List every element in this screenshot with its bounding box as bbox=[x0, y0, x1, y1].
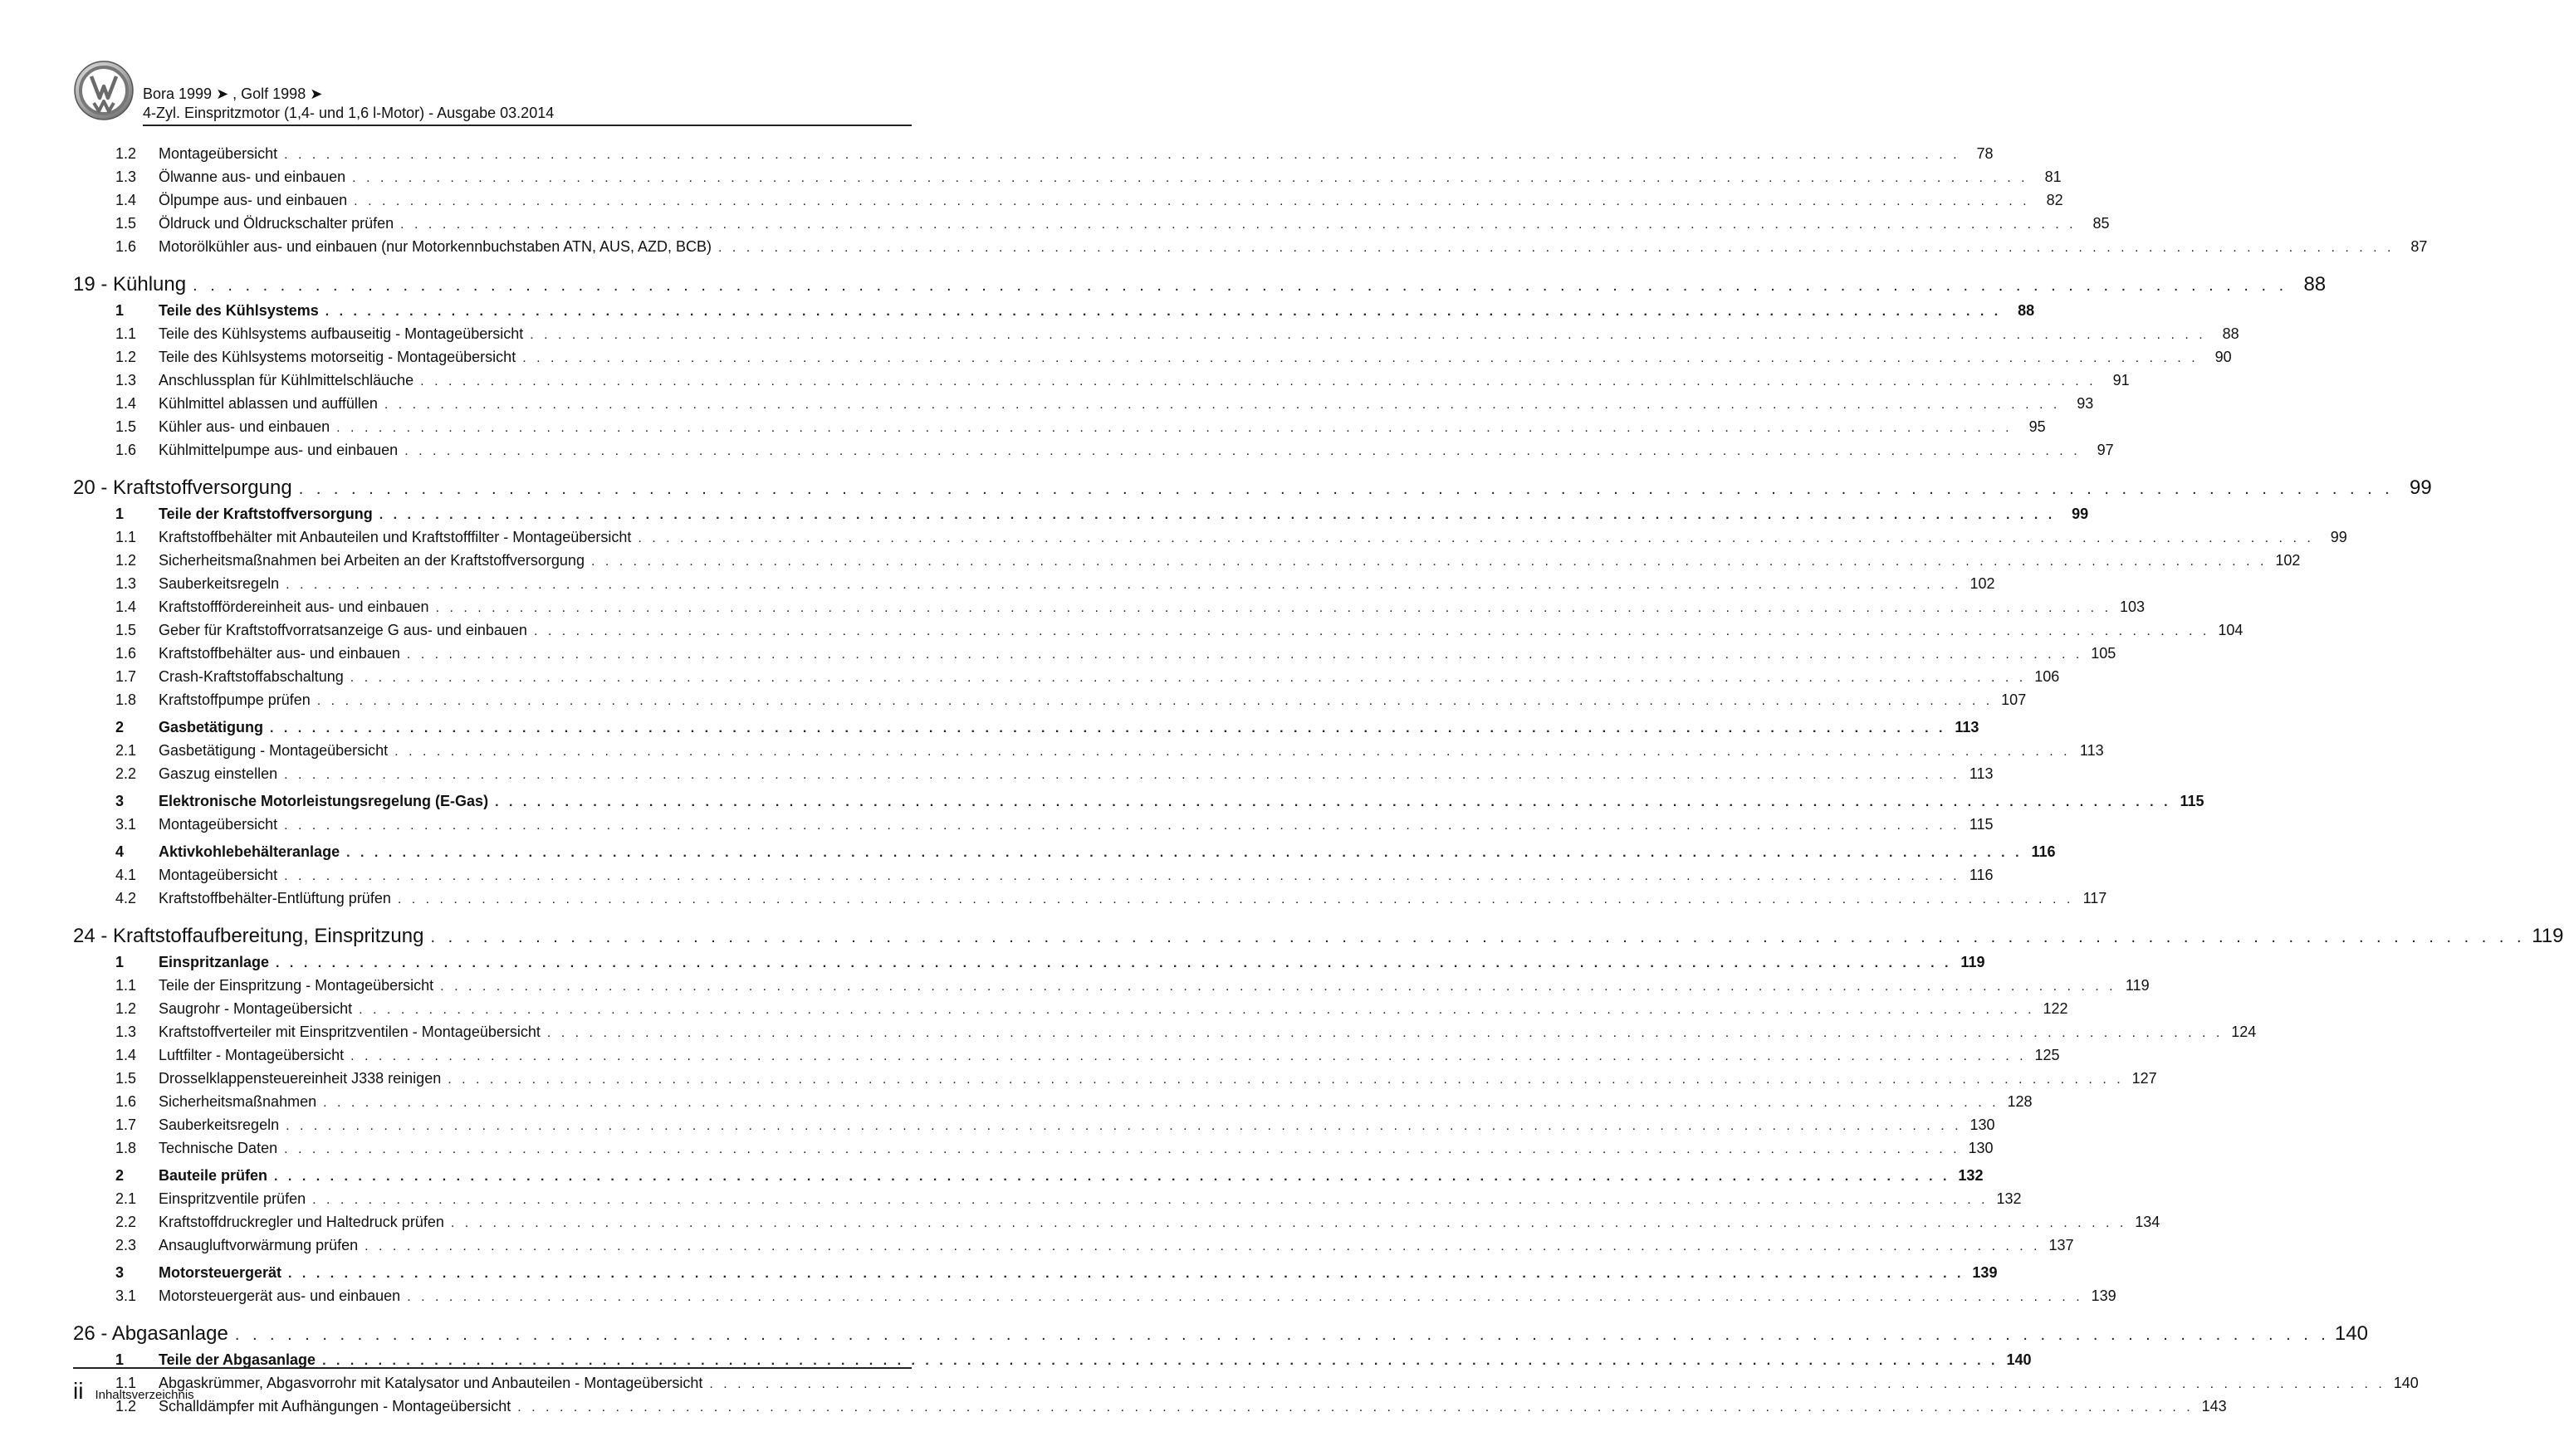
dot-leader: . . . . . . . . . . . . . . . . . . . . . . . . . . . . . . . . . . . . . . . . . . . . . . . . . . . . . . . . . . . . . . . . . . . . . . . . . . . . . . . . . . . . . . . . . . . . . . . . . . . . . . . . . . . . . . . . . . . . . . . . bbox=[284, 768, 1960, 782]
toc-entry-title: Sicherheitsmaßnahmen bei Arbeiten an der Kraftstoffversorgung bbox=[159, 552, 585, 569]
toc-entry-page: 81 bbox=[2044, 169, 2062, 185]
toc-entry-title: Montageübersicht bbox=[159, 816, 278, 833]
toc-entry-page: 104 bbox=[2218, 622, 2244, 638]
footer-divider bbox=[73, 1367, 912, 1369]
toc-entry-title: Saugrohr - Montageübersicht bbox=[159, 1000, 353, 1017]
toc-entry-title: Montageübersicht bbox=[159, 867, 278, 883]
toc-entry-number: 1.6 bbox=[115, 442, 137, 458]
dot-leader: . . . . . . . . . . . . . . . . . . . . . . . . . . . . . . . . . . . . . . . . . . . . . . . . . . . . . . . . . . . . . . . . . . . . . . . . . . . . . . . . . . . . . . . . . . . . . . . . . . . . . . . . . . . . . . . . . . . . . . . . bbox=[718, 241, 2395, 255]
toc-entry-page: 113 bbox=[2079, 742, 2104, 759]
toc-item[interactable] bbox=[73, 393, 2094, 416]
toc-item[interactable] bbox=[73, 236, 2428, 259]
toc-entry-number: 2.2 bbox=[115, 1214, 137, 1230]
toc-entry-page: 140 bbox=[2334, 1322, 2368, 1345]
toc-item[interactable] bbox=[73, 369, 2130, 393]
toc-entry-page: 128 bbox=[2007, 1093, 2033, 1110]
toc-section[interactable] bbox=[73, 790, 2204, 814]
toc-entry-title: Drosselklappensteuereinheit J338 reinigen bbox=[159, 1070, 442, 1087]
toc-item[interactable] bbox=[73, 166, 2062, 189]
dot-leader: . . . . . . . . . . . . . . . . . . . . . . . . . . . . . . . . . . . . . . . . . . . . . . . . . . . . . . . . . . . . . . . . . . . . . . . . . . . . . . . . . . . . . . . . . . . . . . . . . . . . . . . . . . . . . . . . . . . . . . . . bbox=[354, 194, 2030, 208]
dot-leader: . . . . . . . . . . . . . . . . . . . . . . . . . . . . . . . . . . . . . . . . . . . . . . . . . . . . . . . . . . . . . . . . . . . . . . . . . . . . . . . . . . . . . . . . . . . . . . . . . . . . . . . . . . . . . . . . . . . . . . . . bbox=[495, 795, 2171, 809]
toc-item[interactable] bbox=[73, 1188, 2022, 1211]
toc-entry-number: 2.3 bbox=[115, 1237, 137, 1253]
dot-leader: . . . . . . . . . . . . . . . . . . . . . . . . . . . . . . . . . . . . . . . . . . . . . . . . . . . . . . . . . . . . . . . . . . . . . . . . . . . . . . . . . . . . . . . . . . . . . . . . . . . . . . . . . . . . . . . . . . . . . . . . bbox=[435, 601, 2112, 615]
toc-entry-number: 4.2 bbox=[115, 890, 137, 906]
toc-entry-title: Abgaskrümmer, Abgasvorrohr mit Katalysator und Anbauteilen - Montageübersicht bbox=[159, 1375, 703, 1391]
toc-item[interactable] bbox=[73, 596, 2146, 619]
toc-entry-title: Crash-Kraftstoffabschaltung bbox=[159, 668, 344, 685]
toc-entry-page: 137 bbox=[2048, 1237, 2074, 1253]
dot-leader: . . . . . . . . . . . . . . . . . . . . . . . . . . . . . . . . . . . . . . . . . . . . . . . . . . . . . . . . . . . . . . . . . . . . . . . . . . . . . . . . . . . . . . . . . . . . . . . . . . . . . . . . . . . . . . . . . . . . . . . . bbox=[274, 1170, 1950, 1184]
toc-entry-title: Gaszug einstellen bbox=[159, 765, 278, 782]
toc-entry-number: 1.1 bbox=[115, 529, 137, 545]
toc-section[interactable] bbox=[73, 841, 2056, 864]
table-of-contents bbox=[73, 143, 2564, 1419]
toc-item[interactable] bbox=[73, 666, 2060, 689]
toc-entry-page: 97 bbox=[2097, 442, 2114, 458]
toc-entry-number: 1.1 bbox=[115, 325, 137, 342]
toc-item[interactable] bbox=[73, 1234, 2074, 1258]
toc-entry-title: Motorsteuergerät aus- und einbauen bbox=[159, 1287, 401, 1304]
toc-entry-page: 116 bbox=[1969, 867, 1994, 883]
toc-entry-title: Sauberkeitsregeln bbox=[159, 575, 280, 592]
toc-entry-page: 124 bbox=[2231, 1024, 2257, 1040]
dot-leader: . . . . . . . . . . . . . . . . . . . . . . . . . . . . . . . . . . . . . . . . . . . . . . . . . . . . . . . . . . . . . . . . . . . . . . . . . . . . . . . . . . . . . . . . . . . . . . . . . . . . . . . . . . . . . . . . . . . . . . . . bbox=[430, 928, 2526, 946]
toc-entry-page: 122 bbox=[2043, 1000, 2068, 1017]
toc-item[interactable] bbox=[73, 814, 1994, 837]
toc-entry-title: Elektronische Motorleistungsregelung (E-Gas) bbox=[159, 793, 489, 809]
toc-entry-title: 20 - Kraftstoffversorgung bbox=[73, 476, 292, 499]
dot-leader: . . . . . . . . . . . . . . . . . . . . . . . . . . . . . . . . . . . . . . . . . . . . . . . . . . . . . . . . . . . . . . . . . . . . . . . . . . . . . . . . . . . . . . . . . . . . . . . . . . . . . . . . . . . . . . . . . . . . . . . . bbox=[284, 1142, 1960, 1156]
toc-entry-number: 1.7 bbox=[115, 668, 137, 685]
page-number: ii bbox=[73, 1378, 84, 1404]
toc-entry-title: Technische Daten bbox=[159, 1140, 278, 1156]
toc-entry-title: Kühlmittel ablassen und auffüllen bbox=[159, 395, 378, 412]
toc-item[interactable] bbox=[73, 1395, 2227, 1419]
toc-entry-title: Kraftstoffpumpe prüfen bbox=[159, 691, 311, 708]
toc-entry-title: Einspritzanlage bbox=[159, 954, 270, 970]
toc-entry-title: Aktivkohlebehälteranlage bbox=[159, 843, 340, 860]
toc-entry-page: 99 bbox=[2410, 476, 2432, 499]
toc-entry-page: 130 bbox=[1968, 1140, 1994, 1156]
toc-entry-page: 95 bbox=[2028, 418, 2046, 435]
toc-entry-number: 4 bbox=[115, 843, 125, 860]
toc-entry-number: 1 bbox=[115, 954, 125, 970]
toc-entry-title: Kraftstofffördereinheit aus- und einbauen bbox=[159, 599, 429, 615]
toc-entry-page: 130 bbox=[1969, 1116, 1995, 1133]
toc-entry-page: 115 bbox=[1969, 816, 1994, 833]
dot-leader: . . . . . . . . . . . . . . . . . . . . . . . . . . . . . . . . . . . . . . . . . . . . . . . . . . . . . . . . . . . . . . . . . . . . . . . . . . . . . . . . . . . . . . . . . . . . . . . . . . . . . . . . . . . . . . . . . . . . . . . . bbox=[397, 892, 2074, 906]
toc-item[interactable] bbox=[73, 1137, 1994, 1160]
dot-leader: . . . . . . . . . . . . . . . . . . . . . . . . . . . . . . . . . . . . . . . . . . . . . . . . . . . . . . . . . . . . . . . . . . . . . . . . . . . . . . . . . . . . . . . . . . . . . . . . . . . . . . . . . . . . . . . . . . . . . . . . bbox=[404, 444, 2081, 458]
toc-entry-title: Teile der Abgasanlage bbox=[159, 1351, 316, 1368]
toc-entry-page: 93 bbox=[2077, 395, 2094, 412]
toc-item[interactable] bbox=[73, 864, 1994, 887]
toc-item[interactable] bbox=[73, 346, 2232, 369]
page-header bbox=[73, 56, 912, 125]
toc-entry-number: 3.1 bbox=[115, 816, 137, 833]
dot-leader: . . . . . . . . . . . . . . . . . . . . . . . . . . . . . . . . . . . . . . . . . . . . . . . . . . . . . . . . . . . . . . . . . . . . . . . . . . . . . . . . . . . . . . . . . . . . . . . . . . . . . . . . . . . . . . . . . . . . . . . . bbox=[709, 1377, 2385, 1391]
toc-item[interactable] bbox=[73, 763, 1994, 786]
toc-entry-page: 134 bbox=[2135, 1214, 2160, 1230]
toc-entry-number: 1.2 bbox=[115, 349, 137, 365]
toc-entry-title: Ölwanne aus- und einbauen bbox=[159, 169, 346, 185]
toc-entry-number: 1.4 bbox=[115, 395, 137, 412]
toc-item[interactable] bbox=[73, 998, 2068, 1021]
toc-entry-page: 106 bbox=[2034, 668, 2060, 685]
toc-entry-page: 119 bbox=[2125, 977, 2150, 994]
toc-item[interactable] bbox=[73, 1091, 2033, 1114]
toc-entry-number: 1.2 bbox=[115, 552, 137, 569]
dot-leader: . . . . . . . . . . . . . . . . . . . . . . . . . . . . . . . . . . . . . . . . . . . . . . . . . . . . . . . . . . . . . . . . . . . . . . . . . . . . . . . . . . . . . . . . . . . . . . . . . . . . . . . . . . . . . . . . . . . . . . . . bbox=[286, 1119, 1962, 1133]
toc-item[interactable] bbox=[73, 1068, 2157, 1091]
toc-item[interactable] bbox=[73, 642, 2116, 666]
toc-entry-number: 1 bbox=[115, 1351, 125, 1368]
toc-entry-page: 99 bbox=[2330, 529, 2347, 545]
toc-entry-page: 115 bbox=[2180, 793, 2204, 809]
toc-entry-page: 117 bbox=[2082, 890, 2107, 906]
toc-item[interactable] bbox=[73, 213, 2110, 236]
toc-entry-number: 1.4 bbox=[115, 192, 137, 208]
toc-entry-page: 139 bbox=[1972, 1264, 1998, 1281]
dot-leader: . . . . . . . . . . . . . . . . . . . . . . . . . . . . . . . . . . . . . . . . . . . . . . . . . . . . . . . . . . . . . . . . . . . . . . . . . . . . . . . . . . . . . . . . . . . . . . . . . . . . . . . . . . . . . . . . . . . . . . . . bbox=[270, 721, 1946, 735]
toc-entry-title: Kraftstoffbehälter-Entlüftung prüfen bbox=[159, 890, 391, 906]
toc-entry-number: 1.6 bbox=[115, 645, 137, 662]
toc-chapter[interactable] bbox=[73, 924, 2564, 950]
toc-entry-number: 1 bbox=[115, 506, 125, 522]
toc-entry-title: Geber für Kraftstoffvorratsanzeige G aus- und einbauen bbox=[159, 622, 527, 638]
toc-entry-title: 19 - Kühlung bbox=[73, 273, 187, 296]
toc-item[interactable] bbox=[73, 1285, 2116, 1308]
toc-entry-title: Kraftstoffdruckregler und Haltedruck prüfen bbox=[159, 1214, 444, 1230]
dot-leader: . . . . . . . . . . . . . . . . . . . . . . . . . . . . . . . . . . . . . . . . . . . . . . . . . . . . . . . . . . . . . . . . . . . . . . . . . . . . . . . . . . . . . . . . . . . . . . . . . . . . . . . . . . . . . . . . . . . . . . . . bbox=[286, 578, 1962, 592]
toc-item[interactable] bbox=[73, 323, 2239, 346]
dot-leader: . . . . . . . . . . . . . . . . . . . . . . . . . . . . . . . . . . . . . . . . . . . . . . . . . . . . . . . . . . . . . . . . . . . . . . . . . . . . . . . . . . . . . . . . . . . . . . . . . . . . . . . . . . . . . . . . . . . . . . . . bbox=[288, 1267, 1965, 1281]
dot-leader: . . . . . . . . . . . . . . . . . . . . . . . . . . . . . . . . . . . . . . . . . . . . . . . . . . . . . . . . . . . . . . . . . . . . . . . . . . . . . . . . . . . . . . . . . . . . . . . . . . . . . . . . . . . . . . . . . . . . . . . . bbox=[234, 1326, 2330, 1344]
toc-entry-number: 1.3 bbox=[115, 372, 137, 388]
dot-leader: . . . . . . . . . . . . . . . . . . . . . . . . . . . . . . . . . . . . . . . . . . . . . . . . . . . . . . . . . . . . . . . . . . . . . . . . . . . . . . . . . . . . . . . . . . . . . . . . . . . . . . . . . . . . . . . . . . . . . . . . bbox=[284, 869, 1960, 883]
toc-entry-page: 119 bbox=[2532, 925, 2564, 947]
toc-entry-number: 3 bbox=[115, 1264, 125, 1281]
toc-entry-title: Teile der Einspritzung - Montageübersicht bbox=[159, 977, 434, 994]
dot-leader: . . . . . . . . . . . . . . . . . . . . . . . . . . . . . . . . . . . . . . . . . . . . . . . . . . . . . . . . . . . . . . . . . . . . . . . . . . . . . . . . . . . . . . . . . . . . . . . . . . . . . . . . . . . . . . . . . . . . . . . . bbox=[312, 1193, 1989, 1207]
document-subtitle: 4-Zyl. Einspritzmotor (1,4- und 1,6 l-Motor) - Ausgabe 03.2014 bbox=[143, 105, 555, 121]
toc-entry-title: Luftfilter - Montageübersicht bbox=[159, 1047, 345, 1063]
toc-item[interactable] bbox=[73, 689, 2027, 712]
dot-leader: . . . . . . . . . . . . . . . . . . . . . . . . . . . . . . . . . . . . . . . . . . . . . . . . . . . . . . . . . . . . . . . . . . . . . . . . . . . . . . . . . . . . . . . . . . . . . . . . . . . . . . . . . . . . . . . . . . . . . . . . bbox=[406, 647, 2083, 662]
toc-entry-page: 87 bbox=[2410, 238, 2428, 255]
toc-entry-page: 113 bbox=[1969, 765, 1994, 782]
toc-entry-title: Sauberkeitsregeln bbox=[159, 1116, 280, 1133]
toc-entry-number: 1.3 bbox=[115, 169, 137, 185]
toc-entry-number: 1.2 bbox=[115, 145, 137, 162]
toc-entry-page: 143 bbox=[2201, 1398, 2227, 1414]
toc-entry-number: 3 bbox=[115, 793, 125, 809]
dot-leader: . . . . . . . . . . . . . . . . . . . . . . . . . . . . . . . . . . . . . . . . . . . . . . . . . . . . . . . . . . . . . . . . . . . . . . . . . . . . . . . . . . . . . . . . . . . . . . . . . . . . . . . . . . . . . . . . . . . . . . . . bbox=[323, 1096, 1999, 1110]
toc-entry-title: 24 - Kraftstoffaufbereitung, Einspritzung bbox=[73, 925, 424, 947]
toc-entry-title: Kühler aus- und einbauen bbox=[159, 418, 330, 435]
toc-entry-number: 1.5 bbox=[115, 622, 137, 638]
toc-entry-number: 1.4 bbox=[115, 599, 137, 615]
toc-entry-page: 88 bbox=[2222, 325, 2239, 342]
toc-entry-title: Motorsteuergerät bbox=[159, 1264, 282, 1281]
toc-entry-number: 1.5 bbox=[115, 215, 137, 232]
dot-leader: . . . . . . . . . . . . . . . . . . . . . . . . . . . . . . . . . . . . . . . . . . . . . . . . . . . . . . . . . . . . . . . . . . . . . . . . . . . . . . . . . . . . . . . . . . . . . . . . . . . . . . . . . . . . . . . . . . . . . . . . bbox=[440, 980, 2116, 994]
dot-leader: . . . . . . . . . . . . . . . . . . . . . . . . . . . . . . . . . . . . . . . . . . . . . . . . . . . . . . . . . . . . . . . . . . . . . . . . . . . . . . . . . . . . . . . . . . . . . . . . . . . . . . . . . . . . . . . . . . . . . . . . bbox=[346, 846, 2023, 860]
toc-item[interactable] bbox=[73, 550, 2301, 573]
toc-entry-number: 1.2 bbox=[115, 1398, 137, 1414]
toc-entry-page: 116 bbox=[2031, 843, 2056, 860]
toc-item[interactable] bbox=[73, 619, 2244, 642]
toc-item[interactable] bbox=[73, 975, 2150, 998]
page-footer bbox=[73, 1378, 194, 1405]
header-divider bbox=[143, 125, 912, 126]
dot-leader: . . . . . . . . . . . . . . . . . . . . . . . . . . . . . . . . . . . . . . . . . . . . . . . . . . . . . . . . . . . . . . . . . . . . . . . . . . . . . . . . . . . . . . . . . . . . . . . . . . . . . . . . . . . . . . . . . . . . . . . . bbox=[352, 171, 2028, 185]
toc-entry-number: 2.1 bbox=[115, 1190, 137, 1207]
toc-entry-title: Teile der Kraftstoffversorgung bbox=[159, 506, 373, 522]
dot-leader: . . . . . . . . . . . . . . . . . . . . . . . . . . . . . . . . . . . . . . . . . . . . . . . . . . . . . . . . . . . . . . . . . . . . . . . . . . . . . . . . . . . . . . . . . . . . . . . . . . . . . . . . . . . . . . . . . . . . . . . . bbox=[533, 624, 2210, 638]
dot-leader: . . . . . . . . . . . . . . . . . . . . . . . . . . . . . . . . . . . . . . . . . . . . . . . . . . . . . . . . . . . . . . . . . . . . . . . . . . . . . . . . . . . . . . . . . . . . . . . . . . . . . . . . . . . . . . . . . . . . . . . . bbox=[350, 1049, 2027, 1063]
toc-section[interactable] bbox=[73, 1262, 1998, 1285]
toc-chapter[interactable] bbox=[73, 1322, 2368, 1347]
toc-entry-title: Öldruck und Öldruckschalter prüfen bbox=[159, 215, 394, 232]
toc-item[interactable] bbox=[73, 189, 2063, 213]
toc-entry-number: 1.7 bbox=[115, 1116, 137, 1133]
toc-entry-title: Einspritzventile prüfen bbox=[159, 1190, 306, 1207]
toc-entry-number: 1.1 bbox=[115, 1375, 137, 1391]
toc-entry-number: 1.6 bbox=[115, 1093, 137, 1110]
dot-leader: . . . . . . . . . . . . . . . . . . . . . . . . . . . . . . . . . . . . . . . . . . . . . . . . . . . . . . . . . . . . . . . . . . . . . . . . . . . . . . . . . . . . . . . . . . . . . . . . . . . . . . . . . . . . . . . . . . . . . . . . bbox=[522, 351, 2199, 365]
toc-item[interactable] bbox=[73, 439, 2114, 462]
dot-leader: . . . . . . . . . . . . . . . . . . . . . . . . . . . . . . . . . . . . . . . . . . . . . . . . . . . . . . . . . . . . . . . . . . . . . . . . . . . . . . . . . . . . . . . . . . . . . . . . . . . . . . . . . . . . . . . . . . . . . . . . bbox=[394, 745, 2071, 759]
toc-entry-page: 88 bbox=[2303, 273, 2327, 296]
vw-logo-icon bbox=[73, 60, 135, 121]
toc-section[interactable] bbox=[73, 716, 1979, 740]
toc-item[interactable] bbox=[73, 887, 2107, 911]
toc-entry-page: 132 bbox=[1958, 1167, 1984, 1184]
toc-entry-number: 2 bbox=[115, 1167, 125, 1184]
toc-entry-number: 1.1 bbox=[115, 977, 137, 994]
toc-entry-page: 99 bbox=[2072, 506, 2089, 522]
toc-entry-number: 1.4 bbox=[115, 1047, 137, 1063]
toc-item[interactable] bbox=[73, 573, 1995, 596]
dot-leader: . . . . . . . . . . . . . . . . . . . . . . . . . . . . . . . . . . . . . . . . . . . . . . . . . . . . . . . . . . . . . . . . . . . . . . . . . . . . . . . . . . . . . . . . . . . . . . . . . . . . . . . . . . . . . . . . . . . . . . . . bbox=[365, 1239, 2041, 1253]
toc-entry-title: Kraftstoffverteiler mit Einspritzventilen - Montageübersicht bbox=[159, 1024, 541, 1040]
dot-leader: . . . . . . . . . . . . . . . . . . . . . . . . . . . . . . . . . . . . . . . . . . . . . . . . . . . . . . . . . . . . . . . . . . . . . . . . . . . . . . . . . . . . . . . . . . . . . . . . . . . . . . . . . . . . . . . . . . . . . . . . bbox=[450, 1216, 2127, 1230]
toc-entry-title: Ansaugluftvorwärmung prüfen bbox=[159, 1237, 359, 1253]
toc-item[interactable] bbox=[73, 1372, 2419, 1395]
toc-entry-number: 2.2 bbox=[115, 765, 137, 782]
toc-entry-title: Sicherheitsmaßnahmen bbox=[159, 1093, 317, 1110]
toc-entry-title: Kühlmittelpumpe aus- und einbauen bbox=[159, 442, 399, 458]
toc-entry-title: Anschlussplan für Kühlmittelschläuche bbox=[159, 372, 414, 388]
toc-entry-number: 1.8 bbox=[115, 1140, 137, 1156]
dot-leader: . . . . . . . . . . . . . . . . . . . . . . . . . . . . . . . . . . . . . . . . . . . . . . . . . . . . . . . . . . . . . . . . . . . . . . . . . . . . . . . . . . . . . . . . . . . . . . . . . . . . . . . . . . . . . . . . . . . . . . . . bbox=[276, 956, 1952, 970]
toc-entry-page: 140 bbox=[2393, 1375, 2419, 1391]
toc-item[interactable] bbox=[73, 416, 2046, 439]
toc-chapter[interactable] bbox=[73, 272, 2327, 298]
dot-leader: . . . . . . . . . . . . . . . . . . . . . . . . . . . . . . . . . . . . . . . . . . . . . . . . . . . . . . . . . . . . . . . . . . . . . . . . . . . . . . . . . . . . . . . . . . . . . . . . . . . . . . . . . . . . . . . . . . . . . . . . bbox=[546, 1026, 2224, 1040]
toc-entry-page: 91 bbox=[2112, 372, 2130, 388]
toc-entry-page: 88 bbox=[2018, 302, 2035, 319]
toc-entry-title: Teile des Kühlsystems motorseitig - Montageübersicht bbox=[159, 349, 516, 365]
dot-leader: . . . . . . . . . . . . . . . . . . . . . . . . . . . . . . . . . . . . . . . . . . . . . . . . . . . . . . . . . . . . . . . . . . . . . . . . . . . . . . . . . . . . . . . . . . . . . . . . . . . . . . . . . . . . . . . . . . . . . . . . bbox=[336, 421, 2013, 435]
dot-leader: . . . . . . . . . . . . . . . . . . . . . . . . . . . . . . . . . . . . . . . . . . . . . . . . . . . . . . . . . . . . . . . . . . . . . . . . . . . . . . . . . . . . . . . . . . . . . . . . . . . . . . . . . . . . . . . . . . . . . . . . bbox=[590, 555, 2268, 569]
toc-entry-title: Gasbetätigung bbox=[159, 719, 264, 735]
toc-entry-page: 113 bbox=[1955, 719, 1979, 735]
toc-entry-page: 82 bbox=[2046, 192, 2063, 208]
dot-leader: . . . . . . . . . . . . . . . . . . . . . . . . . . . . . . . . . . . . . . . . . . . . . . . . . . . . . . . . . . . . . . . . . . . . . . . . . . . . . . . . . . . . . . . . . . . . . . . . . . . . . . . . . . . . . . . . . . . . . . . . bbox=[448, 1072, 2124, 1087]
document-title: Bora 1999 ➤ , Golf 1998 ➤ bbox=[143, 86, 323, 102]
toc-entry-page: 78 bbox=[1976, 145, 1994, 162]
toc-item[interactable] bbox=[73, 143, 1994, 166]
toc-entry-title: 26 - Abgasanlage bbox=[73, 1322, 228, 1345]
dot-leader: . . . . . . . . . . . . . . . . . . . . . . . . . . . . . . . . . . . . . . . . . . . . . . . . . . . . . . . . . . . . . . . . . . . . . . . . . . . . . . . . . . . . . . . . . . . . . . . . . . . . . . . . . . . . . . . . . . . . . . . . bbox=[384, 398, 2061, 412]
toc-entry-title: Bauteile prüfen bbox=[159, 1167, 268, 1184]
toc-item[interactable] bbox=[73, 1211, 2160, 1234]
toc-entry-page: 107 bbox=[2001, 691, 2027, 708]
toc-item[interactable] bbox=[73, 526, 2347, 550]
dot-leader: . . . . . . . . . . . . . . . . . . . . . . . . . . . . . . . . . . . . . . . . . . . . . . . . . . . . . . . . . . . . . . . . . . . . . . . . . . . . . . . . . . . . . . . . . . . . . . . . . . . . . . . . . . . . . . . . . . . . . . . . bbox=[407, 1290, 2083, 1304]
toc-entry-title: Kraftstoffbehälter mit Anbauteilen und Kraftstofffilter - Montageübersicht bbox=[159, 529, 632, 545]
toc-entry-page: 119 bbox=[1960, 954, 1985, 970]
toc-entry-title: Schalldämpfer mit Aufhängungen - Montageübersicht bbox=[159, 1398, 511, 1414]
dot-leader: . . . . . . . . . . . . . . . . . . . . . . . . . . . . . . . . . . . . . . . . . . . . . . . . . . . . . . . . . . . . . . . . . . . . . . . . . . . . . . . . . . . . . . . . . . . . . . . . . . . . . . . . . . . . . . . . . . . . . . . . bbox=[530, 328, 2206, 342]
toc-entry-page: 127 bbox=[2131, 1070, 2157, 1087]
toc-chapter[interactable] bbox=[73, 476, 2432, 501]
dot-leader: . . . . . . . . . . . . . . . . . . . . . . . . . . . . . . . . . . . . . . . . . . . . . . . . . . . . . . . . . . . . . . . . . . . . . . . . . . . . . . . . . . . . . . . . . . . . . . . . . . . . . . . . . . . . . . . . . . . . . . . . bbox=[420, 374, 2097, 388]
toc-section[interactable] bbox=[73, 951, 1985, 975]
toc-entry-title: Gasbetätigung - Montageübersicht bbox=[159, 742, 389, 759]
toc-entry-page: 102 bbox=[1969, 575, 1995, 592]
toc-item[interactable] bbox=[73, 1021, 2257, 1044]
toc-entry-page: 90 bbox=[2214, 349, 2232, 365]
toc-entry-number: 4.1 bbox=[115, 867, 137, 883]
toc-entry-page: 103 bbox=[2119, 599, 2146, 615]
dot-leader: . . . . . . . . . . . . . . . . . . . . . . . . . . . . . . . . . . . . . . . . . . . . . . . . . . . . . . . . . . . . . . . . . . . . . . . . . . . . . . . . . . . . . . . . . . . . . . . . . . . . . . . . . . . . . . . . . . . . . . . . bbox=[359, 1003, 2035, 1017]
dot-leader: . . . . . . . . . . . . . . . . . . . . . . . . . . . . . . . . . . . . . . . . . . . . . . . . . . . . . . . . . . . . . . . . . . . . . . . . . . . . . . . . . . . . . . . . . . . . . . . . . . . . . . . . . . . . . . . . . . . . . . . . bbox=[193, 276, 2288, 295]
toc-item[interactable] bbox=[73, 1044, 2060, 1068]
toc-entry-page: 85 bbox=[2092, 215, 2110, 232]
dot-leader: . . . . . . . . . . . . . . . . . . . . . . . . . . . . . . . . . . . . . . . . . . . . . . . . . . . . . . . . . . . . . . . . . . . . . . . . . . . . . . . . . . . . . . . . . . . . . . . . . . . . . . . . . . . . . . . . . . . . . . . . bbox=[325, 305, 2002, 319]
toc-entry-number: 1.5 bbox=[115, 418, 137, 435]
toc-entry-title: Teile des Kühlsystems aufbauseitig - Montageübersicht bbox=[159, 325, 524, 342]
toc-entry-page: 140 bbox=[2006, 1351, 2032, 1368]
toc-entry-number: 1 bbox=[115, 302, 125, 319]
dot-leader: . . . . . . . . . . . . . . . . . . . . . . . . . . . . . . . . . . . . . . . . . . . . . . . . . . . . . . . . . . . . . . . . . . . . . . . . . . . . . . . . . . . . . . . . . . . . . . . . . . . . . . . . . . . . . . . . . . . . . . . . bbox=[298, 480, 2394, 498]
toc-section[interactable] bbox=[73, 503, 2089, 526]
toc-entry-title: Teile des Kühlsystems bbox=[159, 302, 319, 319]
toc-section[interactable] bbox=[73, 300, 2035, 323]
toc-entry-page: 139 bbox=[2091, 1287, 2116, 1304]
toc-entry-number: 3.1 bbox=[115, 1287, 137, 1304]
toc-entry-title: Ölpumpe aus- und einbauen bbox=[159, 192, 348, 208]
dot-leader: . . . . . . . . . . . . . . . . . . . . . . . . . . . . . . . . . . . . . . . . . . . . . . . . . . . . . . . . . . . . . . . . . . . . . . . . . . . . . . . . . . . . . . . . . . . . . . . . . . . . . . . . . . . . . . . . . . . . . . . . bbox=[400, 217, 2077, 232]
toc-entry-number: 1.3 bbox=[115, 575, 137, 592]
toc-entry-number: 2 bbox=[115, 719, 125, 735]
toc-entry-page: 105 bbox=[2091, 645, 2116, 662]
toc-entry-title: Montageübersicht bbox=[159, 145, 278, 162]
toc-entry-title: Kraftstoffbehälter aus- und einbauen bbox=[159, 645, 400, 662]
toc-entry-title: Motorölkühler aus- und einbauen (nur Motorkennbuchstaben ATN, AUS, AZD, BCB) bbox=[159, 238, 712, 255]
dot-leader: . . . . . . . . . . . . . . . . . . . . . . . . . . . . . . . . . . . . . . . . . . . . . . . . . . . . . . . . . . . . . . . . . . . . . . . . . . . . . . . . . . . . . . . . . . . . . . . . . . . . . . . . . . . . . . . . . . . . . . . . bbox=[638, 531, 2314, 545]
toc-entry-page: 132 bbox=[1996, 1190, 2022, 1207]
toc-entry-number: 1.3 bbox=[115, 1024, 137, 1040]
dot-leader: . . . . . . . . . . . . . . . . . . . . . . . . . . . . . . . . . . . . . . . . . . . . . . . . . . . . . . . . . . . . . . . . . . . . . . . . . . . . . . . . . . . . . . . . . . . . . . . . . . . . . . . . . . . . . . . . . . . . . . . . bbox=[322, 1354, 1999, 1368]
footer-label: Inhaltsverzeichnis bbox=[95, 1388, 194, 1402]
toc-entry-page: 125 bbox=[2034, 1047, 2060, 1063]
toc-item[interactable] bbox=[73, 740, 2104, 763]
dot-leader: . . . . . . . . . . . . . . . . . . . . . . . . . . . . . . . . . . . . . . . . . . . . . . . . . . . . . . . . . . . . . . . . . . . . . . . . . . . . . . . . . . . . . . . . . . . . . . . . . . . . . . . . . . . . . . . . . . . . . . . . bbox=[379, 508, 2056, 522]
toc-entry-page: 102 bbox=[2275, 552, 2301, 569]
dot-leader: . . . . . . . . . . . . . . . . . . . . . . . . . . . . . . . . . . . . . . . . . . . . . . . . . . . . . . . . . . . . . . . . . . . . . . . . . . . . . . . . . . . . . . . . . . . . . . . . . . . . . . . . . . . . . . . . . . . . . . . . bbox=[284, 818, 1960, 833]
dot-leader: . . . . . . . . . . . . . . . . . . . . . . . . . . . . . . . . . . . . . . . . . . . . . . . . . . . . . . . . . . . . . . . . . . . . . . . . . . . . . . . . . . . . . . . . . . . . . . . . . . . . . . . . . . . . . . . . . . . . . . . . bbox=[350, 671, 2027, 685]
dot-leader: . . . . . . . . . . . . . . . . . . . . . . . . . . . . . . . . . . . . . . . . . . . . . . . . . . . . . . . . . . . . . . . . . . . . . . . . . . . . . . . . . . . . . . . . . . . . . . . . . . . . . . . . . . . . . . . . . . . . . . . . bbox=[284, 148, 1960, 162]
toc-section[interactable] bbox=[73, 1165, 1984, 1188]
toc-item[interactable] bbox=[73, 1114, 1995, 1137]
dot-leader: . . . . . . . . . . . . . . . . . . . . . . . . . . . . . . . . . . . . . . . . . . . . . . . . . . . . . . . . . . . . . . . . . . . . . . . . . . . . . . . . . . . . . . . . . . . . . . . . . . . . . . . . . . . . . . . . . . . . . . . . bbox=[517, 1400, 2194, 1414]
toc-entry-number: 1.5 bbox=[115, 1070, 137, 1087]
dot-leader: . . . . . . . . . . . . . . . . . . . . . . . . . . . . . . . . . . . . . . . . . . . . . . . . . . . . . . . . . . . . . . . . . . . . . . . . . . . . . . . . . . . . . . . . . . . . . . . . . . . . . . . . . . . . . . . . . . . . . . . . bbox=[316, 694, 1994, 708]
toc-entry-number: 1.8 bbox=[115, 691, 137, 708]
toc-entry-number: 1.2 bbox=[115, 1000, 137, 1017]
toc-entry-number: 1.6 bbox=[115, 238, 137, 255]
toc-entry-number: 2.1 bbox=[115, 742, 137, 759]
